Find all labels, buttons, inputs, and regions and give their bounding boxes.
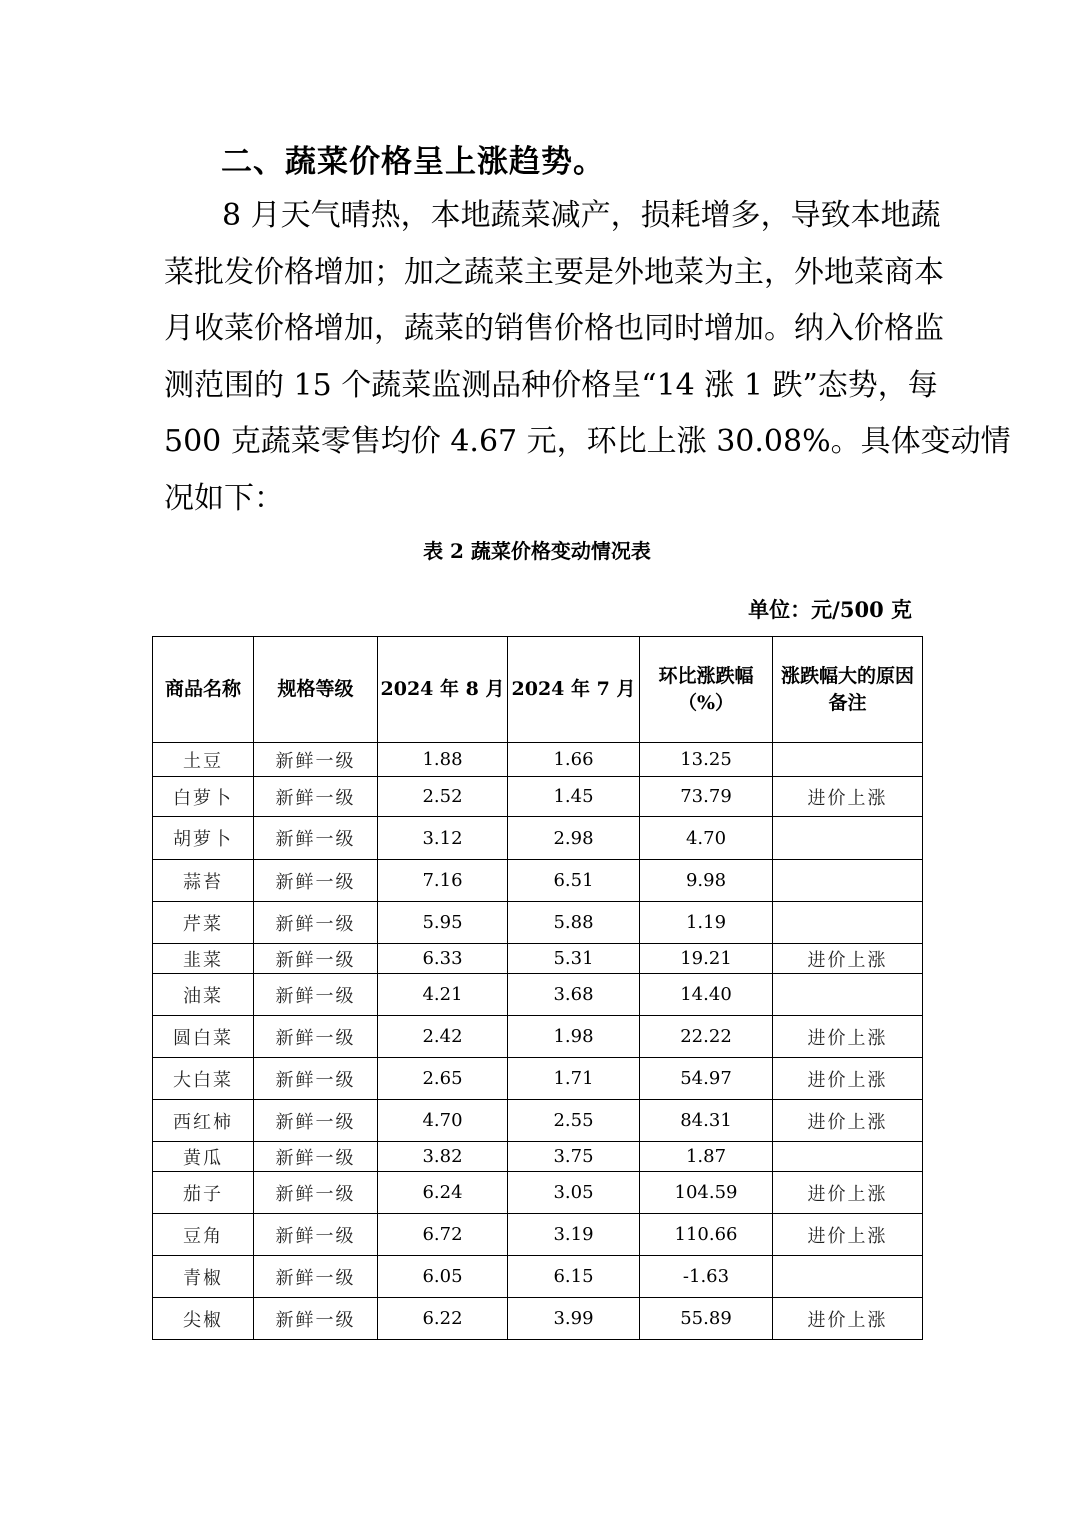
- table-row: [153, 1214, 923, 1256]
- cell-change: 14.40: [640, 974, 773, 1016]
- paragraph-line: 菜批发价格增加；加之蔬菜主要是外地菜为主，外地菜商本: [164, 254, 944, 290]
- cell-aug: 3.12: [378, 817, 508, 860]
- cell-note: [773, 974, 923, 1016]
- cell-change: 55.89: [640, 1298, 773, 1340]
- header-cell-change: 环比涨跌幅（%）: [640, 637, 773, 743]
- cell-aug: 6.33: [378, 944, 508, 974]
- cell-grade: 新鲜一级: [254, 974, 378, 1016]
- cell-change: -1.63: [640, 1256, 773, 1298]
- cell-aug: 1.88: [378, 743, 508, 777]
- cell-jul: 1.98: [508, 1016, 640, 1058]
- cell-grade: 新鲜一级: [254, 777, 378, 817]
- table-row: [153, 1256, 923, 1298]
- cell-note: [773, 1256, 923, 1298]
- cell-note: 进价上涨: [773, 1016, 923, 1058]
- cell-grade: 新鲜一级: [254, 902, 378, 944]
- cell-change: 22.22: [640, 1016, 773, 1058]
- table-row: [153, 1100, 923, 1142]
- cell-grade: 新鲜一级: [254, 1298, 378, 1340]
- cell-jul: 6.51: [508, 860, 640, 902]
- cell-name: 芹菜: [153, 902, 254, 944]
- cell-change: 1.87: [640, 1142, 773, 1172]
- cell-change: 1.19: [640, 902, 773, 944]
- cell-change: 110.66: [640, 1214, 773, 1256]
- cell-change: 73.79: [640, 777, 773, 817]
- cell-name: 白萝卜: [153, 777, 254, 817]
- table-row: [153, 1298, 923, 1340]
- cell-aug: 7.16: [378, 860, 508, 902]
- cell-name: 茄子: [153, 1172, 254, 1214]
- cell-change: 9.98: [640, 860, 773, 902]
- table-body: [153, 743, 923, 1340]
- cell-note: 进价上涨: [773, 1298, 923, 1340]
- cell-aug: 3.82: [378, 1142, 508, 1172]
- header-cell-jul: 2024 年 7 月: [508, 637, 640, 743]
- paragraph-line: 况如下：: [164, 480, 284, 516]
- table-row: [153, 860, 923, 902]
- cell-aug: 4.70: [378, 1100, 508, 1142]
- cell-jul: 3.05: [508, 1172, 640, 1214]
- cell-change: 13.25: [640, 743, 773, 777]
- cell-note: 进价上涨: [773, 1214, 923, 1256]
- paragraph-line: 测范围的 15 个蔬菜监测品种价格呈“14 涨 1 跌”态势，每: [164, 367, 938, 403]
- cell-grade: 新鲜一级: [254, 1214, 378, 1256]
- cell-name: 蒜苔: [153, 860, 254, 902]
- cell-name: 大白菜: [153, 1058, 254, 1100]
- cell-change: 54.97: [640, 1058, 773, 1100]
- cell-note: [773, 743, 923, 777]
- cell-grade: 新鲜一级: [254, 1058, 378, 1100]
- cell-grade: 新鲜一级: [254, 1016, 378, 1058]
- cell-note: 进价上涨: [773, 1100, 923, 1142]
- cell-change: 84.31: [640, 1100, 773, 1142]
- cell-name: 韭菜: [153, 944, 254, 974]
- cell-name: 圆白菜: [153, 1016, 254, 1058]
- cell-jul: 3.19: [508, 1214, 640, 1256]
- cell-grade: 新鲜一级: [254, 860, 378, 902]
- cell-name: 土豆: [153, 743, 254, 777]
- paragraph-line: 月收菜价格增加，蔬菜的销售价格也同时增加。纳入价格监: [164, 311, 944, 346]
- cell-note: 进价上涨: [773, 1058, 923, 1100]
- cell-note: 进价上涨: [773, 777, 923, 817]
- cell-note: [773, 817, 923, 860]
- cell-grade: 新鲜一级: [254, 1100, 378, 1142]
- table-row: [153, 902, 923, 944]
- cell-name: 青椒: [153, 1256, 254, 1298]
- table-row: [153, 1172, 923, 1214]
- cell-aug: 2.52: [378, 777, 508, 817]
- cell-jul: 5.31: [508, 944, 640, 974]
- cell-aug: 6.05: [378, 1256, 508, 1298]
- cell-aug: 2.65: [378, 1058, 508, 1100]
- cell-name: 尖椒: [153, 1298, 254, 1340]
- cell-name: 胡萝卜: [153, 817, 254, 860]
- cell-grade: 新鲜一级: [254, 1172, 378, 1214]
- section-heading: 二、蔬菜价格呈上涨趋势。: [221, 144, 605, 180]
- cell-jul: 3.75: [508, 1142, 640, 1172]
- paragraph-line: 500 克蔬菜零售均价 4.67 元，环比上涨 30.08%。具体变动情: [164, 424, 1011, 459]
- cell-aug: 6.72: [378, 1214, 508, 1256]
- cell-change: 4.70: [640, 817, 773, 860]
- table-header-row: [153, 637, 923, 743]
- cell-jul: 2.98: [508, 817, 640, 860]
- cell-jul: 2.55: [508, 1100, 640, 1142]
- cell-grade: 新鲜一级: [254, 817, 378, 860]
- cell-note: [773, 1142, 923, 1172]
- cell-grade: 新鲜一级: [254, 1142, 378, 1172]
- cell-aug: 6.22: [378, 1298, 508, 1340]
- cell-name: 油菜: [153, 974, 254, 1016]
- cell-grade: 新鲜一级: [254, 743, 378, 777]
- table-row: [153, 743, 923, 777]
- cell-jul: 5.88: [508, 902, 640, 944]
- cell-jul: 6.15: [508, 1256, 640, 1298]
- body-paragraph: [164, 188, 1011, 527]
- header-cell-name: 商品名称: [153, 637, 254, 743]
- table-row: [153, 944, 923, 974]
- table-caption: 表 2 蔬菜价格变动情况表: [423, 539, 651, 563]
- paragraph-line: 8 月天气晴热，本地蔬菜减产，损耗增多，导致本地蔬: [222, 198, 941, 233]
- cell-note: 进价上涨: [773, 1172, 923, 1214]
- cell-aug: 5.95: [378, 902, 508, 944]
- cell-grade: 新鲜一级: [254, 1256, 378, 1298]
- cell-jul: 3.68: [508, 974, 640, 1016]
- cell-jul: 1.71: [508, 1058, 640, 1100]
- cell-jul: 1.66: [508, 743, 640, 777]
- table-row: [153, 817, 923, 860]
- cell-name: 豆角: [153, 1214, 254, 1256]
- table-row: [153, 1058, 923, 1100]
- cell-aug: 6.24: [378, 1172, 508, 1214]
- cell-change: 104.59: [640, 1172, 773, 1214]
- cell-aug: 2.42: [378, 1016, 508, 1058]
- cell-note: [773, 902, 923, 944]
- header-cell-grade: 规格等级: [254, 637, 378, 743]
- unit-note: 单位：元/500 克: [748, 597, 912, 622]
- cell-name: 黄瓜: [153, 1142, 254, 1172]
- cell-jul: 3.99: [508, 1298, 640, 1340]
- cell-grade: 新鲜一级: [254, 944, 378, 974]
- cell-jul: 1.45: [508, 777, 640, 817]
- cell-note: [773, 860, 923, 902]
- cell-change: 19.21: [640, 944, 773, 974]
- table-row: [153, 1142, 923, 1172]
- table-row: [153, 1016, 923, 1058]
- table-row: [153, 974, 923, 1016]
- header-cell-aug: 2024 年 8 月: [378, 637, 508, 743]
- cell-name: 西红柿: [153, 1100, 254, 1142]
- table-row: [153, 777, 923, 817]
- vegetable-price-table: [152, 636, 923, 1340]
- cell-aug: 4.21: [378, 974, 508, 1016]
- header-cell-note: 涨跌幅大的原因备注: [773, 637, 923, 743]
- cell-note: 进价上涨: [773, 944, 923, 974]
